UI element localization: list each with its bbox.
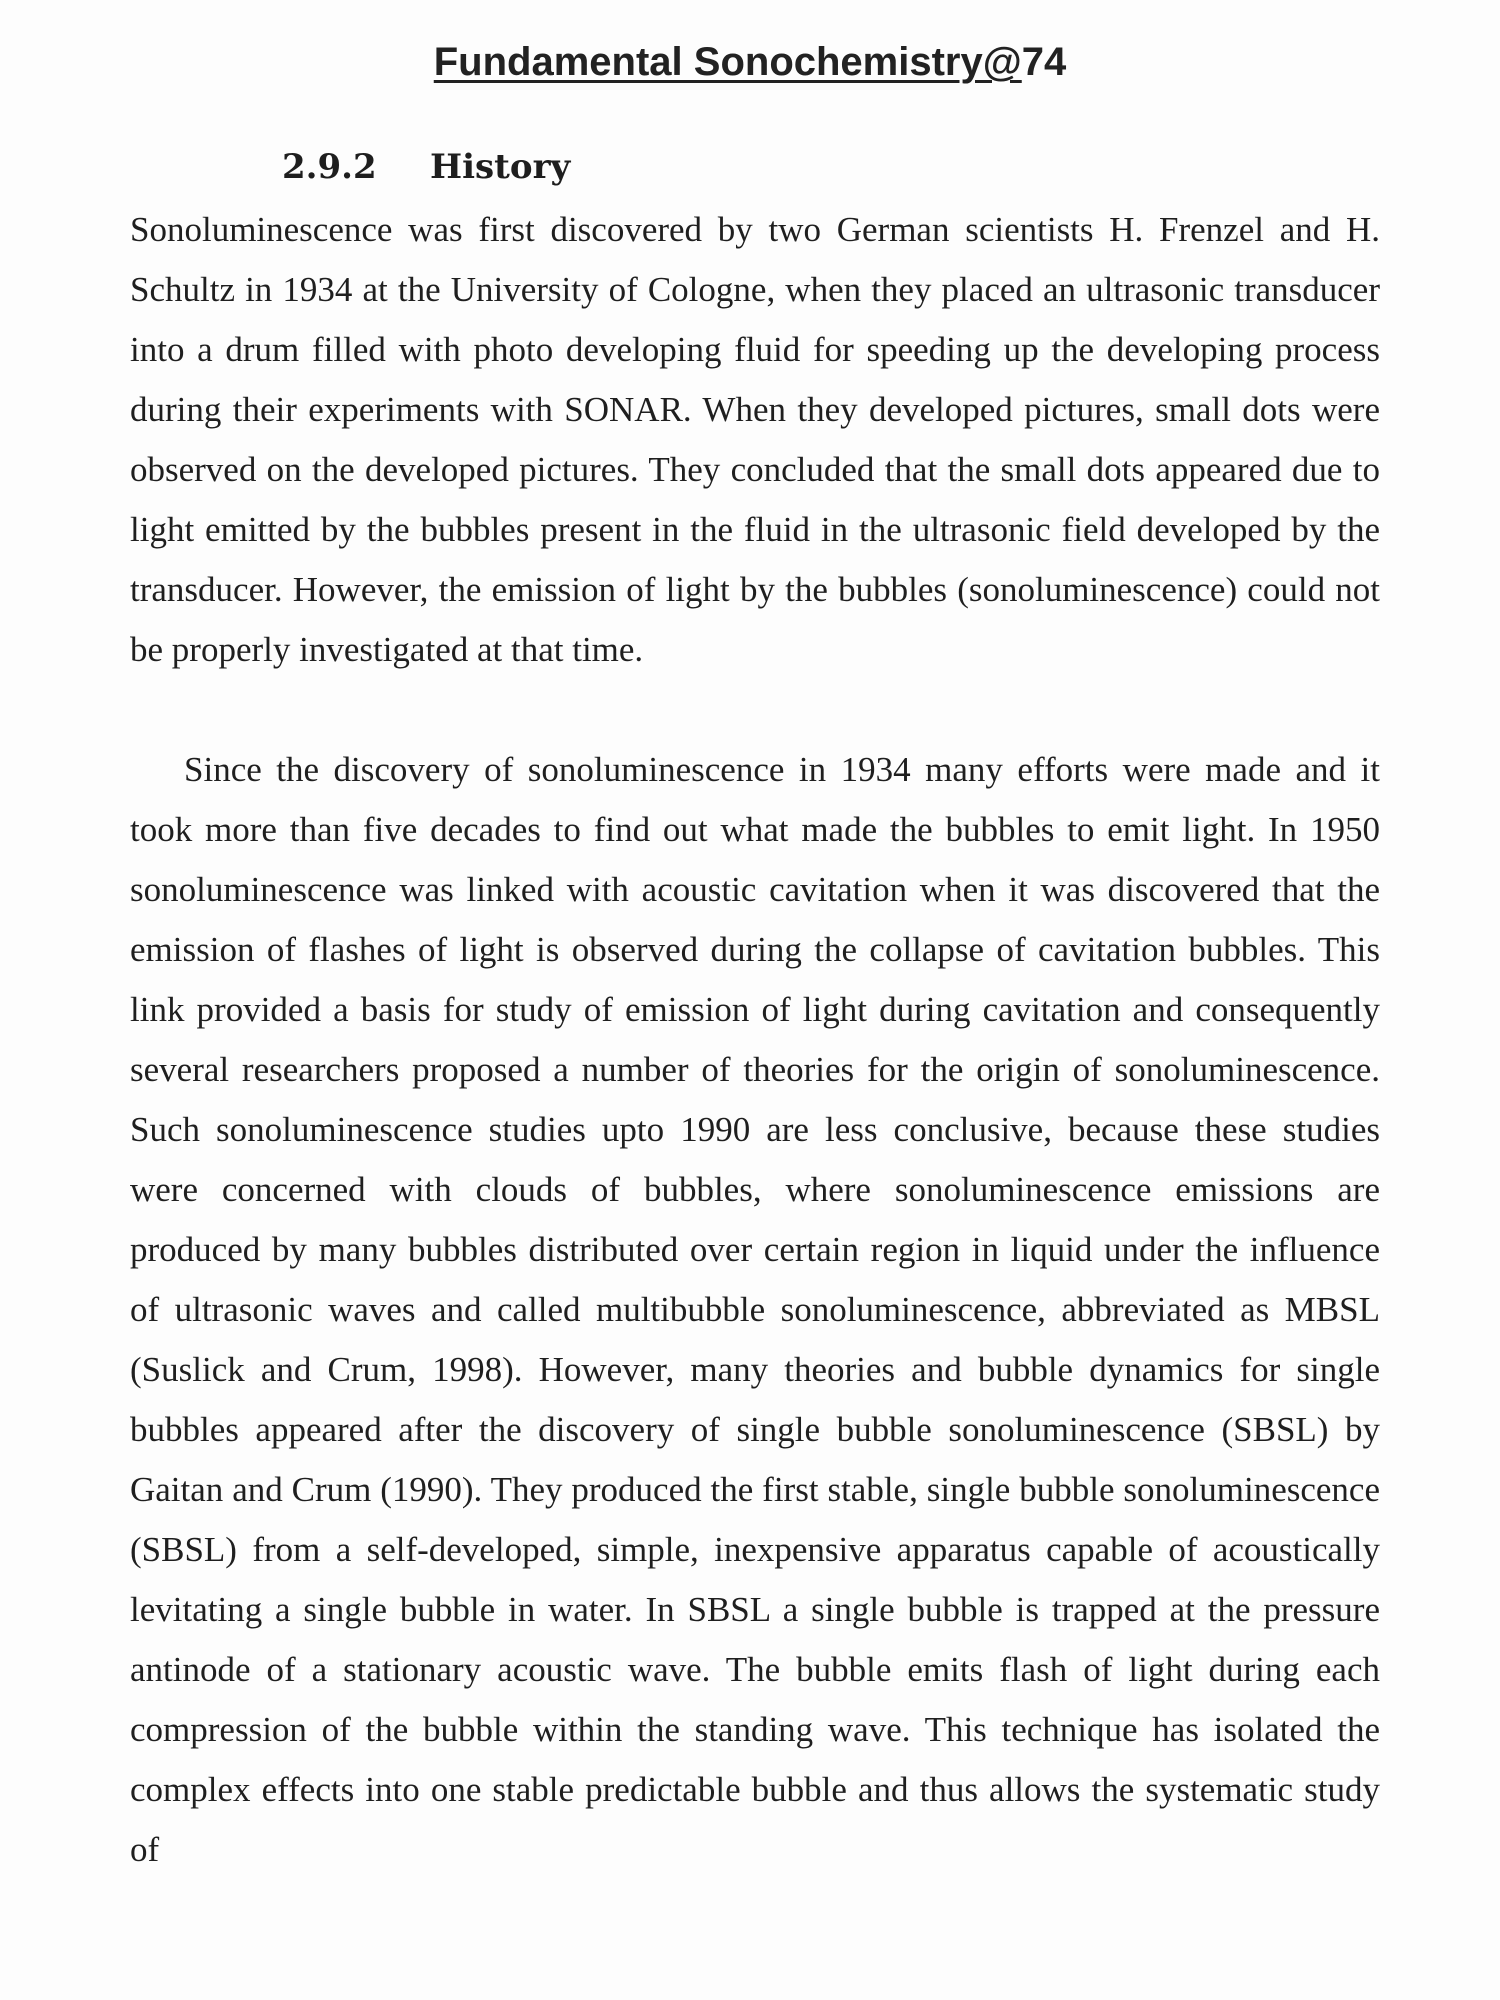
section-number: 2.9.2 (282, 147, 377, 187)
header-page-number: 74 (1021, 40, 1067, 84)
paragraph-1: Sonoluminescence was first discovered by two German scientists H. Frenzel and H. Schultz in 1934 at the University of Cologne, when they placed an ultrasonic transducer into a drum filled with photo developing fluid for speeding up the developing process during their experiments with SONAR. When they developed pictures, small dots were observed on the developed pictures. They concluded that the small dots appeared due to light emitted by the bubbles present in the fluid in the ultrasonic field developed by the transducer. However, the emission of light by the bubbles (sonoluminescence) could not be properly investigated at that time. (130, 210, 1380, 669)
section-heading (282, 144, 570, 190)
header-title: Fundamental Sonochemistry@ (433, 40, 1022, 84)
running-header (0, 36, 1500, 88)
section-title: History (430, 147, 571, 187)
paragraph-2: Since the discovery of sonoluminescence in 1934 many efforts were made and it took more than five decades to find out what made the bubbles to emit light. In 1950 sonoluminescence was linked with acoustic cavitation when it was discovered that the emission of flashes of light is observed during the collapse of cavitation bubbles. This link provided a basis for study of emission of light during cavitation and consequently several researchers proposed a number of theories for the origin of sonoluminescence. Such sonoluminescence studies upto 1990 are less conclusive, because these studies were concerned with clouds of bubbles, where sonoluminescence emissions are produced by many bubbles distributed over certain region in liquid under the influence of ultrasonic waves and called multibubble sonoluminescence, abbreviated as MBSL (Suslick and Crum, 1998). However, many theories and bubble dynamics for single bubbles appeared after the discovery of single bubble sonoluminescence (SBSL) by Gaitan and Crum (1990). They produced the first stable, single bubble sonoluminescence (SBSL) from a self-developed, simple, inexpensive apparatus capable of acoustically levitating a single bubble in water. In SBSL a single bubble is trapped at the pressure antinode of a stationary acoustic wave. The bubble emits flash of light during each compression of the bubble within the standing wave. This technique has isolated the complex effects into one stable predictable bubble and thus allows the systematic study of (130, 750, 1380, 1869)
